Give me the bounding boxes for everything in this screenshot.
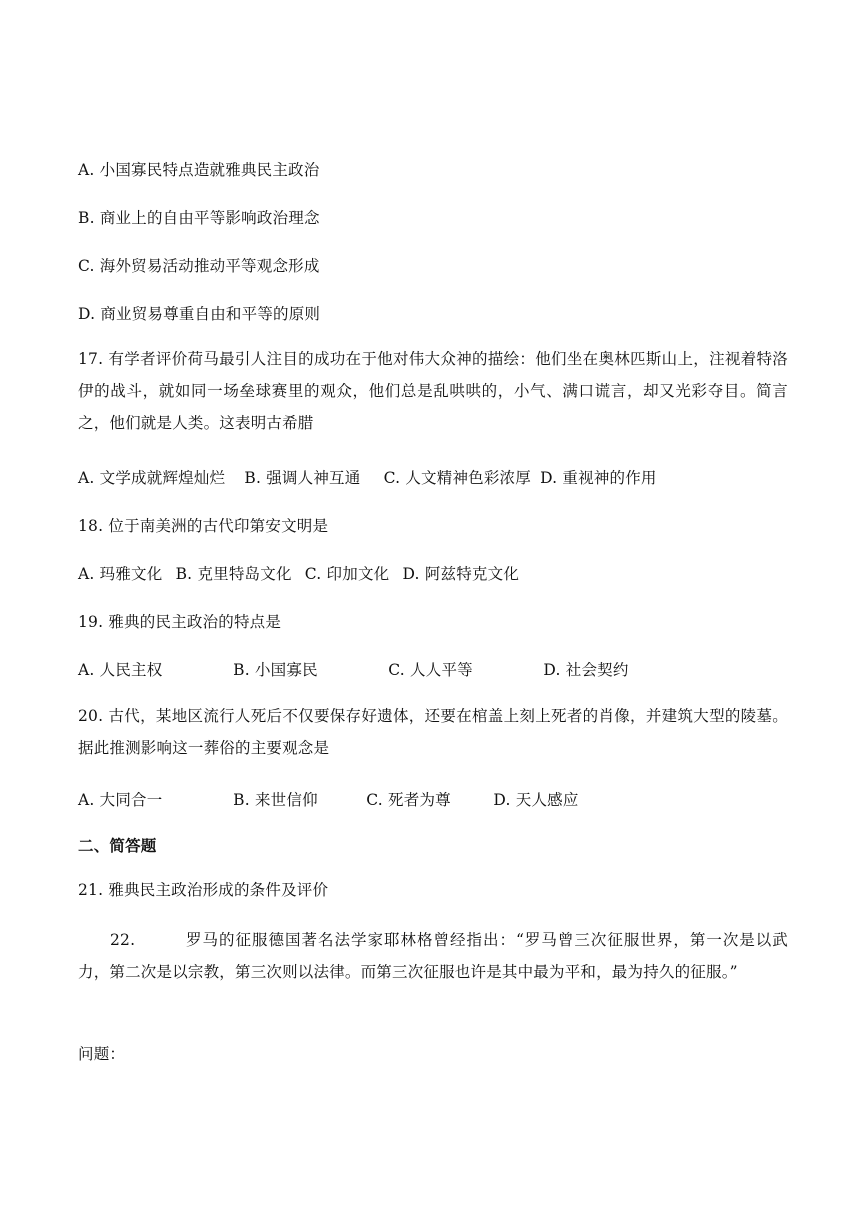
q18-option-c: C. 印加文化 bbox=[304, 565, 390, 583]
q20-stem: 20. 古代，某地区流行人死后不仅要保存好遗体，还要在棺盖上刻上死者的肖像，并建筑大型的陵墓。据此推测影响这一葬俗的主要观念是 bbox=[78, 707, 788, 757]
q16-option-b: B. 商业上的自由平等影响政治理念 bbox=[78, 209, 320, 227]
q19-option-d: D. 社会契约 bbox=[543, 661, 629, 679]
q22-paragraph bbox=[78, 924, 788, 988]
q19-option-a: A. 人民主权 bbox=[78, 661, 163, 679]
q18-option-a: A. 玛雅文化 bbox=[78, 565, 163, 583]
q16-option-a: A. 小国寡民特点造就雅典民主政治 bbox=[78, 161, 320, 179]
q18-option-b: B. 克里特岛文化 bbox=[175, 565, 292, 583]
q17-option-c: C. 人文精神色彩浓厚 bbox=[383, 469, 531, 487]
q22-text: 罗马的征服德国著名法学家耶林格曾经指出：“罗马曾三次征服世界，第一次是以武力，第二次是以宗教，第三次则以法律。而第三次征服也许是其中最为平和，最为持久的征服。” bbox=[78, 931, 788, 981]
q17-option-d: D. 重视神的作用 bbox=[540, 469, 657, 487]
q18-options bbox=[78, 564, 788, 584]
q20-option-d: D. 天人感应 bbox=[493, 791, 579, 809]
q19-options bbox=[78, 660, 788, 680]
q20-option-a: A. 大同合一 bbox=[78, 791, 163, 809]
q17-stem: 17. 有学者评价荷马最引人注目的成功在于他对伟大众神的描绘：他们坐在奥林匹斯山上，注视着特洛伊的战斗，就如同一场垒球赛里的观众，他们总是乱哄哄的，小气、满口谎言，却又光彩夺目。简言之，他们就是人类。这表明古希腊 bbox=[78, 350, 788, 432]
section-heading: 二、简答题 bbox=[78, 836, 157, 855]
q16-option-c: C. 海外贸易活动推动平等观念形成 bbox=[78, 257, 320, 275]
q21-stem: 21. 雅典民主政治形成的条件及评价 bbox=[78, 881, 329, 899]
q19-option-c: C. 人人平等 bbox=[388, 661, 473, 679]
q17-option-a: A. 文学成就辉煌灿烂 bbox=[78, 469, 226, 487]
q17-option-b: B. 强调人神互通 bbox=[244, 469, 361, 487]
q19-stem: 19. 雅典的民主政治的特点是 bbox=[78, 613, 282, 631]
q22-number: 22. bbox=[110, 931, 136, 949]
q20-option-b: B. 来世信仰 bbox=[233, 791, 318, 809]
question-label: 问题： bbox=[78, 1045, 126, 1063]
q18-stem: 18. 位于南美洲的古代印第安文明是 bbox=[78, 517, 329, 535]
q20-options bbox=[78, 790, 788, 810]
q16-option-d: D. 商业贸易尊重自由和平等的原则 bbox=[78, 305, 321, 323]
q18-option-d: D. 阿兹特克文化 bbox=[402, 565, 520, 583]
q19-option-b: B. 小国寡民 bbox=[233, 661, 318, 679]
q20-option-c: C. 死者为尊 bbox=[366, 791, 451, 809]
q17-options bbox=[78, 468, 788, 488]
